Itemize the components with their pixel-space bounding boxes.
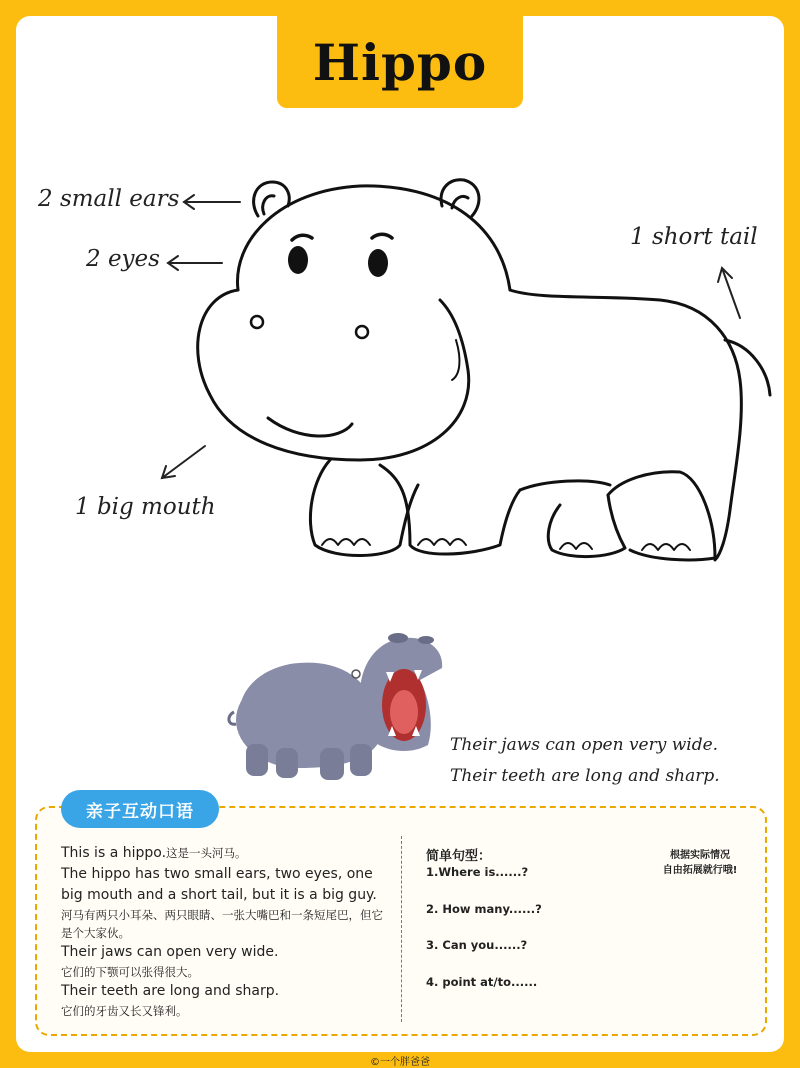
sentence-patterns <box>426 845 542 989</box>
left-eye <box>288 246 308 274</box>
sentence-zh: 它们的下颚可以张得很大。 <box>61 965 199 979</box>
mouth-arrow <box>162 446 205 478</box>
bubble-line: 自由拓展就行哦! <box>662 865 738 876</box>
pattern-item: 1.Where is......? <box>426 865 529 879</box>
patterns-heading: 简单句型： <box>426 849 492 864</box>
hippo-illustration <box>229 633 442 780</box>
page-title: Hippo <box>312 32 488 92</box>
sentence-en: Their jaws can open very wide. <box>61 944 279 960</box>
section-badge: 亲子互动口语 <box>61 790 219 828</box>
bubble-line: 根据实际情况 <box>670 850 730 861</box>
sentence-en: Their teeth are long and sharp. <box>61 983 280 999</box>
sentence-en: The hippo has two small ears, two eyes, one big mouth and a short tail, but it is a big guy. <box>61 866 377 903</box>
right-eye <box>368 249 388 277</box>
copyright: ©一个胖爸爸 <box>370 1057 430 1068</box>
pattern-item: 3. Can you......? <box>426 938 528 952</box>
column-divider <box>401 836 402 1022</box>
jaw-line-1: Their jaws can open very wide. <box>450 735 719 755</box>
label-tail: 1 short tail <box>630 224 758 250</box>
sentence-zh: 这是一头河马。 <box>166 846 247 860</box>
sentence-en: This is a hippo. <box>61 845 167 861</box>
bubble-text <box>652 848 748 878</box>
label-ears: 2 small ears <box>38 186 180 212</box>
left-ear <box>254 182 290 216</box>
sentence-zh: 它们的牙齿又长又锋利。 <box>61 1004 188 1018</box>
pattern-item: 2. How many......? <box>426 902 542 916</box>
text-line <box>61 843 391 864</box>
jaw-line-2: Their teeth are long and sharp. <box>450 766 720 786</box>
label-mouth: 1 big mouth <box>75 494 216 520</box>
sentence-zh: 河马有两只小耳朵、两只眼睛、一张大嘴巴和一条短尾巴，但它是个大家伙。 <box>61 908 383 940</box>
dialogue-text <box>61 843 391 1020</box>
pattern-item: 4. point at/to...... <box>426 975 538 989</box>
tail-arrow <box>722 268 740 318</box>
label-eyes: 2 eyes <box>86 246 160 272</box>
